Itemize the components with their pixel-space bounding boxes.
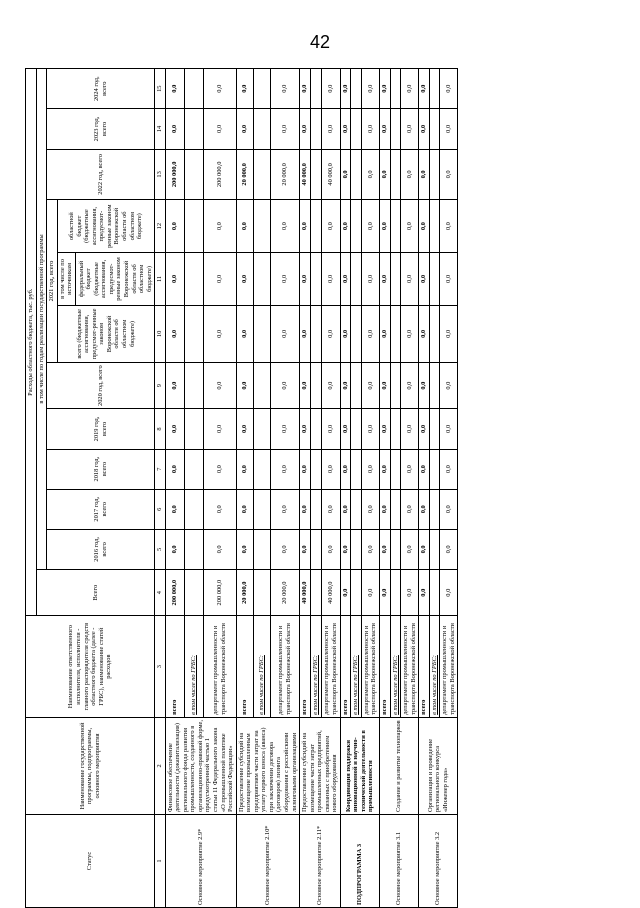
row-value: 0,0 xyxy=(165,109,184,149)
column-number: 14 xyxy=(155,109,166,149)
row-value: 0,0 xyxy=(270,489,299,529)
row-value xyxy=(390,109,401,149)
row-value: 0,0 xyxy=(361,489,379,529)
row-value xyxy=(311,305,322,362)
row-value: 0,0 xyxy=(236,109,253,149)
row-executor-label: всего xyxy=(340,616,351,717)
column-number: 11 xyxy=(155,253,166,306)
row-value: 0,0 xyxy=(379,149,390,200)
row-value: 0,0 xyxy=(236,489,253,529)
table-row xyxy=(340,69,351,908)
row-value: 0,0 xyxy=(379,200,390,253)
row-value: 0,0 xyxy=(300,409,311,449)
row-value xyxy=(351,305,362,362)
row-value: 0,0 xyxy=(401,109,419,149)
row-value: 0,0 xyxy=(440,569,458,615)
row-value xyxy=(351,529,362,569)
header-2022: 2022 год, всего xyxy=(47,149,155,200)
row-value: 0,0 xyxy=(361,529,379,569)
row-value: 0,0 xyxy=(401,449,419,489)
row-value: 0,0 xyxy=(419,362,430,408)
row-value: 0,0 xyxy=(165,253,184,306)
row-value: 0,0 xyxy=(203,409,236,449)
row-value: 0,0 xyxy=(361,449,379,489)
row-value xyxy=(311,200,322,253)
row-value: 0,0 xyxy=(361,149,379,200)
row-value: 0,0 xyxy=(203,529,236,569)
row-value: 0,0 xyxy=(379,362,390,408)
row-executor-label: в том числе по ГРБС: xyxy=(429,616,440,717)
row-value: 200 000,0 xyxy=(165,569,184,615)
row-value xyxy=(429,529,440,569)
row-executor-label: департамент промышленности и транспорта Воронежской области xyxy=(270,616,299,717)
row-value: 0,0 xyxy=(361,569,379,615)
column-numbers-row xyxy=(155,69,166,908)
row-value xyxy=(253,69,270,109)
row-value: 0,0 xyxy=(236,362,253,408)
row-value: 0,0 xyxy=(419,529,430,569)
row-value: 0,0 xyxy=(361,362,379,408)
header-2021-sources: в том числе по источникам xyxy=(58,253,76,305)
row-value xyxy=(429,569,440,615)
row-value: 0,0 xyxy=(203,489,236,529)
column-number: 8 xyxy=(155,409,166,449)
row-value: 0,0 xyxy=(165,362,184,408)
table-row xyxy=(300,69,311,908)
row-value: 0,0 xyxy=(379,489,390,529)
row-value: 0,0 xyxy=(165,489,184,529)
row-value xyxy=(184,200,203,253)
row-value xyxy=(429,149,440,200)
row-value: 0,0 xyxy=(340,409,351,449)
row-name: Организация и проведение регионального конкурса «Инженер года» xyxy=(419,717,458,814)
row-value: 0,0 xyxy=(379,69,390,109)
header-2021-reg: областной бюджет (бюджетные ассигнования, предусмот-ренные законом Воронежской области об областном бюджете) xyxy=(57,200,155,253)
header-group: Расходы областного бюджета, тыс. руб. xyxy=(26,69,37,616)
row-value: 200 000,0 xyxy=(203,149,236,200)
row-name: Создание и развитие технопарков xyxy=(379,717,418,814)
row-value: 0,0 xyxy=(401,305,419,362)
row-value xyxy=(351,69,362,109)
row-value: 0,0 xyxy=(419,253,430,306)
row-executor-label: в том числе по ГРБС: xyxy=(390,616,401,717)
row-value: 0,0 xyxy=(440,529,458,569)
row-value: 0,0 xyxy=(321,200,340,253)
row-value: 0,0 xyxy=(401,69,419,109)
row-value: 0,0 xyxy=(440,305,458,362)
header-2019: 2019 год, всего xyxy=(47,409,155,449)
row-value: 0,0 xyxy=(165,449,184,489)
row-value: 0,0 xyxy=(165,409,184,449)
row-value: 0,0 xyxy=(236,449,253,489)
row-value xyxy=(184,449,203,489)
header-name: Наименование государственной программы, подпрограммы, основного мероприятия xyxy=(26,717,155,814)
row-executor-label: в том числе по ГРБС: xyxy=(184,616,203,717)
row-value: 0,0 xyxy=(203,449,236,489)
row-value: 0,0 xyxy=(340,529,351,569)
row-name: Предоставление субсидий на возмещение промышленным предприятиям части затрат на уплату первого взноса (аванса) при заключении договора (договоров) лизинга оборудования с российскими лизинговыми организациями xyxy=(236,717,299,814)
row-value xyxy=(429,362,440,408)
row-value xyxy=(351,149,362,200)
row-value xyxy=(184,149,203,200)
row-value: 0,0 xyxy=(419,489,430,529)
row-value: 0,0 xyxy=(203,305,236,362)
row-executor-label: всего xyxy=(379,616,390,717)
header-2021-fed xyxy=(57,253,155,306)
column-number: 12 xyxy=(155,200,166,253)
header-2020: 2020 год, всего xyxy=(47,362,155,408)
row-value xyxy=(390,489,401,529)
row-value: 0,0 xyxy=(361,305,379,362)
row-value: 0,0 xyxy=(440,149,458,200)
row-value: 0,0 xyxy=(300,529,311,569)
row-value: 0,0 xyxy=(165,69,184,109)
row-value: 0,0 xyxy=(379,109,390,149)
row-value: 0,0 xyxy=(440,489,458,529)
row-value xyxy=(184,253,203,306)
row-value xyxy=(311,362,322,408)
row-executor-label: департамент промышленности и транспорта Воронежской области xyxy=(203,616,236,717)
column-number: 9 xyxy=(155,362,166,408)
row-value: 0,0 xyxy=(270,362,299,408)
row-value: 20 000,0 xyxy=(270,569,299,615)
row-value: 0,0 xyxy=(340,489,351,529)
row-value xyxy=(253,109,270,149)
row-value xyxy=(184,489,203,529)
row-value: 0,0 xyxy=(440,109,458,149)
header-2021-total: всего (бюджетные ассигнования, предусмот-ренные законом Воронежской области об областном бюджете) xyxy=(57,305,155,362)
row-executor-label: всего xyxy=(236,616,253,717)
row-value: 0,0 xyxy=(419,305,430,362)
row-value: 0,0 xyxy=(203,109,236,149)
row-value: 0,0 xyxy=(361,409,379,449)
header-2024: 2024 год, всего xyxy=(47,69,155,109)
row-value: 0,0 xyxy=(270,305,299,362)
row-value: 0,0 xyxy=(419,409,430,449)
row-value: 0,0 xyxy=(236,305,253,362)
row-value: 0,0 xyxy=(165,200,184,253)
row-value: 0,0 xyxy=(236,529,253,569)
column-number: 1 xyxy=(155,815,166,908)
row-value: 40 000,0 xyxy=(321,149,340,200)
row-executor-label: департамент промышленности и транспорта Воронежской области xyxy=(401,616,419,717)
row-value: 0,0 xyxy=(203,253,236,306)
budget-table xyxy=(25,68,458,908)
row-value: 0,0 xyxy=(321,69,340,109)
row-value: 200 000,0 xyxy=(203,569,236,615)
row-executor-label: всего xyxy=(165,616,184,717)
row-executor-label: всего xyxy=(300,616,311,717)
header-total: Всего xyxy=(36,569,155,615)
row-value: 0,0 xyxy=(300,489,311,529)
row-value xyxy=(253,305,270,362)
row-value xyxy=(253,149,270,200)
row-value: 0,0 xyxy=(379,253,390,306)
row-value xyxy=(390,529,401,569)
row-executor-label: в том числе по ГРБС: xyxy=(253,616,270,717)
page-number: 42 xyxy=(309,32,331,52)
row-value xyxy=(429,109,440,149)
row-value: 0,0 xyxy=(236,253,253,306)
row-value: 20 000,0 xyxy=(236,149,253,200)
row-value: 0,0 xyxy=(401,253,419,306)
column-number: 2 xyxy=(155,717,166,814)
row-value xyxy=(351,449,362,489)
row-value: 0,0 xyxy=(401,362,419,408)
row-value xyxy=(351,489,362,529)
row-value xyxy=(429,253,440,306)
row-value xyxy=(390,200,401,253)
row-value: 0,0 xyxy=(340,149,351,200)
row-value: 0,0 xyxy=(379,529,390,569)
row-value xyxy=(253,409,270,449)
row-value: 0,0 xyxy=(203,362,236,408)
header-subgroup: в том числе по годам реализации государственной программы xyxy=(36,69,47,570)
row-value xyxy=(351,409,362,449)
row-value: 0,0 xyxy=(440,449,458,489)
row-executor-label: департамент промышленности и транспорта Воронежской области xyxy=(361,616,379,717)
row-value xyxy=(311,69,322,109)
row-value: 0,0 xyxy=(270,449,299,489)
row-status: Основное мероприятие 3.1 xyxy=(379,815,418,908)
row-value: 0,0 xyxy=(401,569,419,615)
row-name: Координация поддержки инновационной и научно-технической деятельности в промышленности xyxy=(340,717,379,814)
row-value xyxy=(184,529,203,569)
row-value: 0,0 xyxy=(340,305,351,362)
row-value: 0,0 xyxy=(379,569,390,615)
row-value: 0,0 xyxy=(340,569,351,615)
row-executor-label: департамент промышленности и транспорта Воронежской области xyxy=(321,616,340,717)
column-number: 7 xyxy=(155,449,166,489)
row-value xyxy=(184,569,203,615)
header-2021-fed-text: федеральный бюджет (бюджетные ассигнования, предусмот-ренные законом Воронежской области об областном бюджете) xyxy=(77,257,153,301)
row-value: 0,0 xyxy=(300,449,311,489)
row-value xyxy=(351,253,362,306)
row-value: 0,0 xyxy=(270,253,299,306)
header-2016: 2016 год, всего xyxy=(47,529,155,569)
row-value xyxy=(351,569,362,615)
row-value: 0,0 xyxy=(300,305,311,362)
row-value: 0,0 xyxy=(165,529,184,569)
row-executor-label: департамент промышленности и транспорта Воронежской области xyxy=(440,616,458,717)
column-number: 3 xyxy=(155,616,166,717)
row-value xyxy=(390,362,401,408)
column-number: 10 xyxy=(155,305,166,362)
row-value: 0,0 xyxy=(419,569,430,615)
row-value: 0,0 xyxy=(340,200,351,253)
row-value: 0,0 xyxy=(270,409,299,449)
row-value: 0,0 xyxy=(236,69,253,109)
row-value: 0,0 xyxy=(440,362,458,408)
row-value: 0,0 xyxy=(321,449,340,489)
row-value: 0,0 xyxy=(165,305,184,362)
row-value: 0,0 xyxy=(361,253,379,306)
row-value: 0,0 xyxy=(236,409,253,449)
row-value: 0,0 xyxy=(401,200,419,253)
row-value xyxy=(429,200,440,253)
table-row xyxy=(165,69,184,908)
row-value: 0,0 xyxy=(340,253,351,306)
row-value: 0,0 xyxy=(419,449,430,489)
row-value xyxy=(311,149,322,200)
row-value: 0,0 xyxy=(321,362,340,408)
row-value xyxy=(429,409,440,449)
column-number: 6 xyxy=(155,489,166,529)
row-value: 0,0 xyxy=(361,109,379,149)
row-value: 40 000,0 xyxy=(321,569,340,615)
row-value: 0,0 xyxy=(321,529,340,569)
row-value: 20 000,0 xyxy=(270,149,299,200)
header-2023: 2023 год, всего xyxy=(47,109,155,149)
row-value xyxy=(253,253,270,306)
header-2018: 2018 год, всего xyxy=(47,449,155,489)
header-2021-group: 2021 год, всего xyxy=(47,200,58,363)
row-value: 0,0 xyxy=(340,362,351,408)
table-body xyxy=(165,69,458,908)
row-value xyxy=(184,305,203,362)
row-executor-label: всего xyxy=(419,616,430,717)
row-value xyxy=(184,109,203,149)
row-value: 0,0 xyxy=(440,200,458,253)
row-value xyxy=(253,200,270,253)
row-value: 0,0 xyxy=(270,200,299,253)
row-value xyxy=(253,489,270,529)
row-status: Основное мероприятие 2.9* xyxy=(165,815,236,908)
row-value: 0,0 xyxy=(321,305,340,362)
row-value xyxy=(311,109,322,149)
row-executor-label: в том числе по ГРБС: xyxy=(311,616,322,717)
row-value xyxy=(351,362,362,408)
row-value xyxy=(253,569,270,615)
row-value: 0,0 xyxy=(203,69,236,109)
header-2017: 2017 год, всего xyxy=(47,489,155,529)
row-value xyxy=(311,409,322,449)
row-value: 0,0 xyxy=(401,409,419,449)
column-number: 13 xyxy=(155,149,166,200)
row-value: 0,0 xyxy=(379,305,390,362)
row-value: 0,0 xyxy=(419,200,430,253)
row-value: 0,0 xyxy=(401,529,419,569)
row-value: 0,0 xyxy=(419,69,430,109)
row-status: Основное мероприятие 2.10* xyxy=(236,815,299,908)
row-value: 0,0 xyxy=(379,449,390,489)
row-status: ПОДПРОГРАММА 3 xyxy=(340,815,379,908)
row-value xyxy=(390,305,401,362)
row-value: 0,0 xyxy=(270,69,299,109)
header-status: Статус xyxy=(26,815,155,908)
row-value: 0,0 xyxy=(321,109,340,149)
row-name: Финансовое обеспечение деятельности (докапитализация) регионального фонда развития промышленности, созданного в организационно-правовой форме, предусмотренной частью 1 статьи 11 Федерального закона «О промышленной политике Российской Федерации» xyxy=(165,717,236,814)
row-value: 0,0 xyxy=(321,253,340,306)
row-value xyxy=(253,362,270,408)
row-value xyxy=(351,200,362,253)
row-value xyxy=(429,69,440,109)
row-value: 0,0 xyxy=(270,529,299,569)
row-value xyxy=(311,529,322,569)
column-number: 15 xyxy=(155,69,166,109)
row-value: 0,0 xyxy=(440,409,458,449)
row-value: 0,0 xyxy=(300,200,311,253)
row-value: 0,0 xyxy=(236,200,253,253)
header-executor: Наименование ответственного исполнителя, исполнителя - главного распорядителя средств областного бюджета (далее - ГРБС), наименование статей расходов xyxy=(26,616,155,717)
row-value: 0,0 xyxy=(379,409,390,449)
row-value xyxy=(429,305,440,362)
row-value: 0,0 xyxy=(340,449,351,489)
row-value xyxy=(390,253,401,306)
row-value: 0,0 xyxy=(419,109,430,149)
row-value xyxy=(390,409,401,449)
row-value: 40 000,0 xyxy=(300,149,311,200)
row-value xyxy=(184,409,203,449)
row-value: 0,0 xyxy=(203,200,236,253)
row-value xyxy=(390,449,401,489)
row-value: 0,0 xyxy=(340,69,351,109)
row-value: 0,0 xyxy=(340,109,351,149)
row-value xyxy=(311,569,322,615)
row-value xyxy=(253,529,270,569)
row-value xyxy=(311,253,322,306)
row-value: 0,0 xyxy=(401,149,419,200)
row-value xyxy=(390,149,401,200)
row-value: 200 000,0 xyxy=(165,149,184,200)
row-value: 20 000,0 xyxy=(236,569,253,615)
row-value: 0,0 xyxy=(300,362,311,408)
row-value: 0,0 xyxy=(321,489,340,529)
row-value: 40 000,0 xyxy=(300,569,311,615)
row-value: 0,0 xyxy=(321,409,340,449)
row-value: 0,0 xyxy=(361,69,379,109)
table-row xyxy=(236,69,253,908)
row-value: 0,0 xyxy=(440,69,458,109)
row-value xyxy=(311,489,322,529)
row-value xyxy=(351,109,362,149)
row-value: 0,0 xyxy=(419,149,430,200)
row-value: 0,0 xyxy=(361,200,379,253)
row-value xyxy=(184,362,203,408)
column-number: 4 xyxy=(155,569,166,615)
row-value: 0,0 xyxy=(300,69,311,109)
row-value xyxy=(390,569,401,615)
row-executor-label: в том числе по ГРБС: xyxy=(351,616,362,717)
row-value xyxy=(184,69,203,109)
table-row xyxy=(379,69,390,908)
row-name: Предоставление субсидий на возмещение части затрат промышленных предприятий, связанных с приобретением нового оборудования xyxy=(300,717,341,814)
row-value xyxy=(253,449,270,489)
budget-table-sheet xyxy=(25,68,545,908)
row-status: Основное мероприятие 3.2 xyxy=(419,815,458,908)
row-value xyxy=(390,69,401,109)
row-value: 0,0 xyxy=(300,253,311,306)
column-number: 5 xyxy=(155,529,166,569)
row-value xyxy=(429,449,440,489)
row-value: 0,0 xyxy=(270,109,299,149)
row-status: Основное мероприятие 2.11* xyxy=(300,815,341,908)
row-value: 0,0 xyxy=(401,489,419,529)
row-value: 0,0 xyxy=(300,109,311,149)
table-row xyxy=(419,69,430,908)
row-value xyxy=(429,489,440,529)
row-value xyxy=(311,449,322,489)
row-value: 0,0 xyxy=(440,253,458,306)
